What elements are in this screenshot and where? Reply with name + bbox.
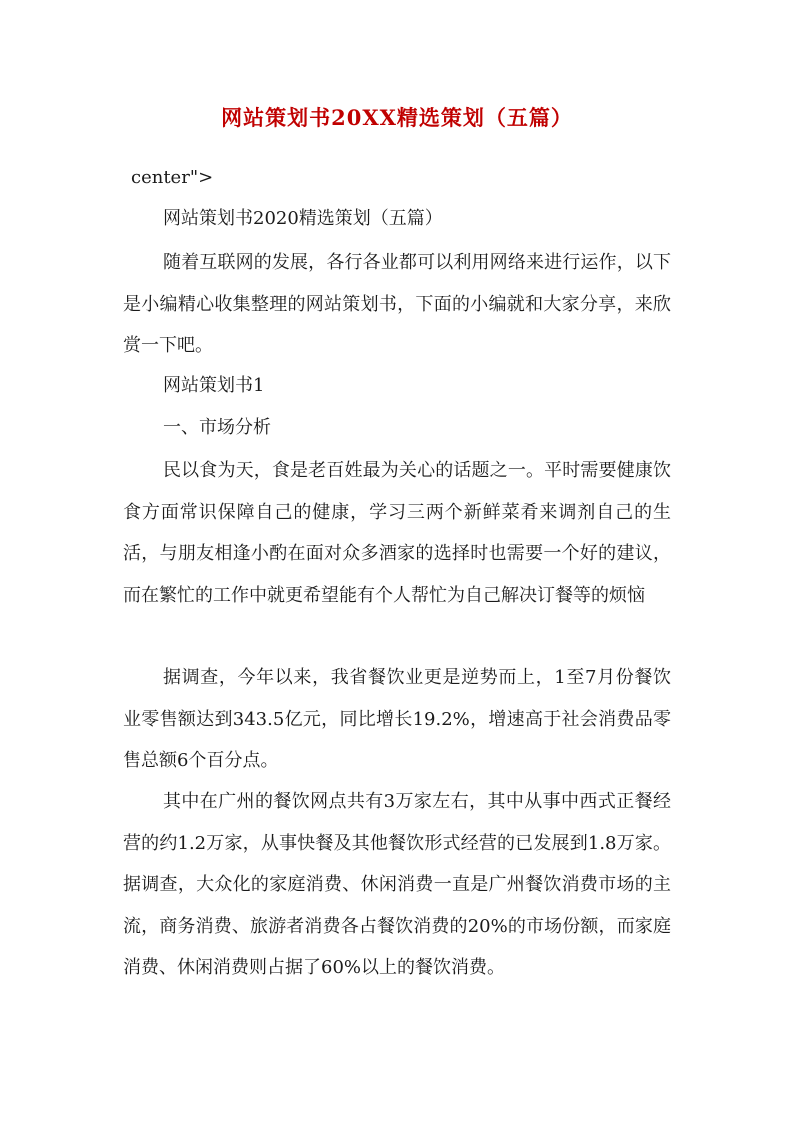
body-paragraph: 据调查，今年以来，我省餐饮业更是逆势而上，1至7月份餐饮业零售额达到343.5亿元，同比增长19.2%，增速高于社会消费品零售总额6个百分点。 (123, 667, 671, 771)
section-heading: 网站策划书1 (163, 375, 265, 396)
document-subtitle: 网站策划书2020精选策划（五篇） (163, 208, 443, 229)
stray-markup-text: center"> (131, 167, 214, 188)
intro-paragraph: 随着互联网的发展，各行各业都可以利用网络来进行运作，以下是小编精心收集整理的网站策划书，下面的小编就和大家分享，来欣赏一下吧。 (123, 252, 671, 356)
subsection-heading: 一、市场分析 (163, 417, 271, 438)
body-paragraph: 民以食为天，食是老百姓最为关心的话题之一。平时需要健康饮食方面常识保障自己的健康，学习三两个新鲜菜肴来调剂自己的生活，与朋友相逢小酌在面对众多酒家的选择时也需要一个好的建议，而在繁忙的工作中就更希望能有个人帮忙为自己解决订餐等的烦恼 (123, 460, 671, 606)
body-paragraph: 其中在广州的餐饮网点共有3万家左右，其中从事中西式正餐经营的约1.2万家，从事快餐及其他餐饮形式经营的已发展到1.8万家。据调查，大众化的家庭消费、休闲消费一直是广州餐饮消费市场的主流，商务消费、旅游者消费各占餐饮消费的20%的市场份额，而家庭消费、休闲消费则占据了60%以上的餐饮消费。 (123, 791, 671, 978)
document-title: 网站策划书20XX精选策划（五篇） (221, 105, 573, 130)
